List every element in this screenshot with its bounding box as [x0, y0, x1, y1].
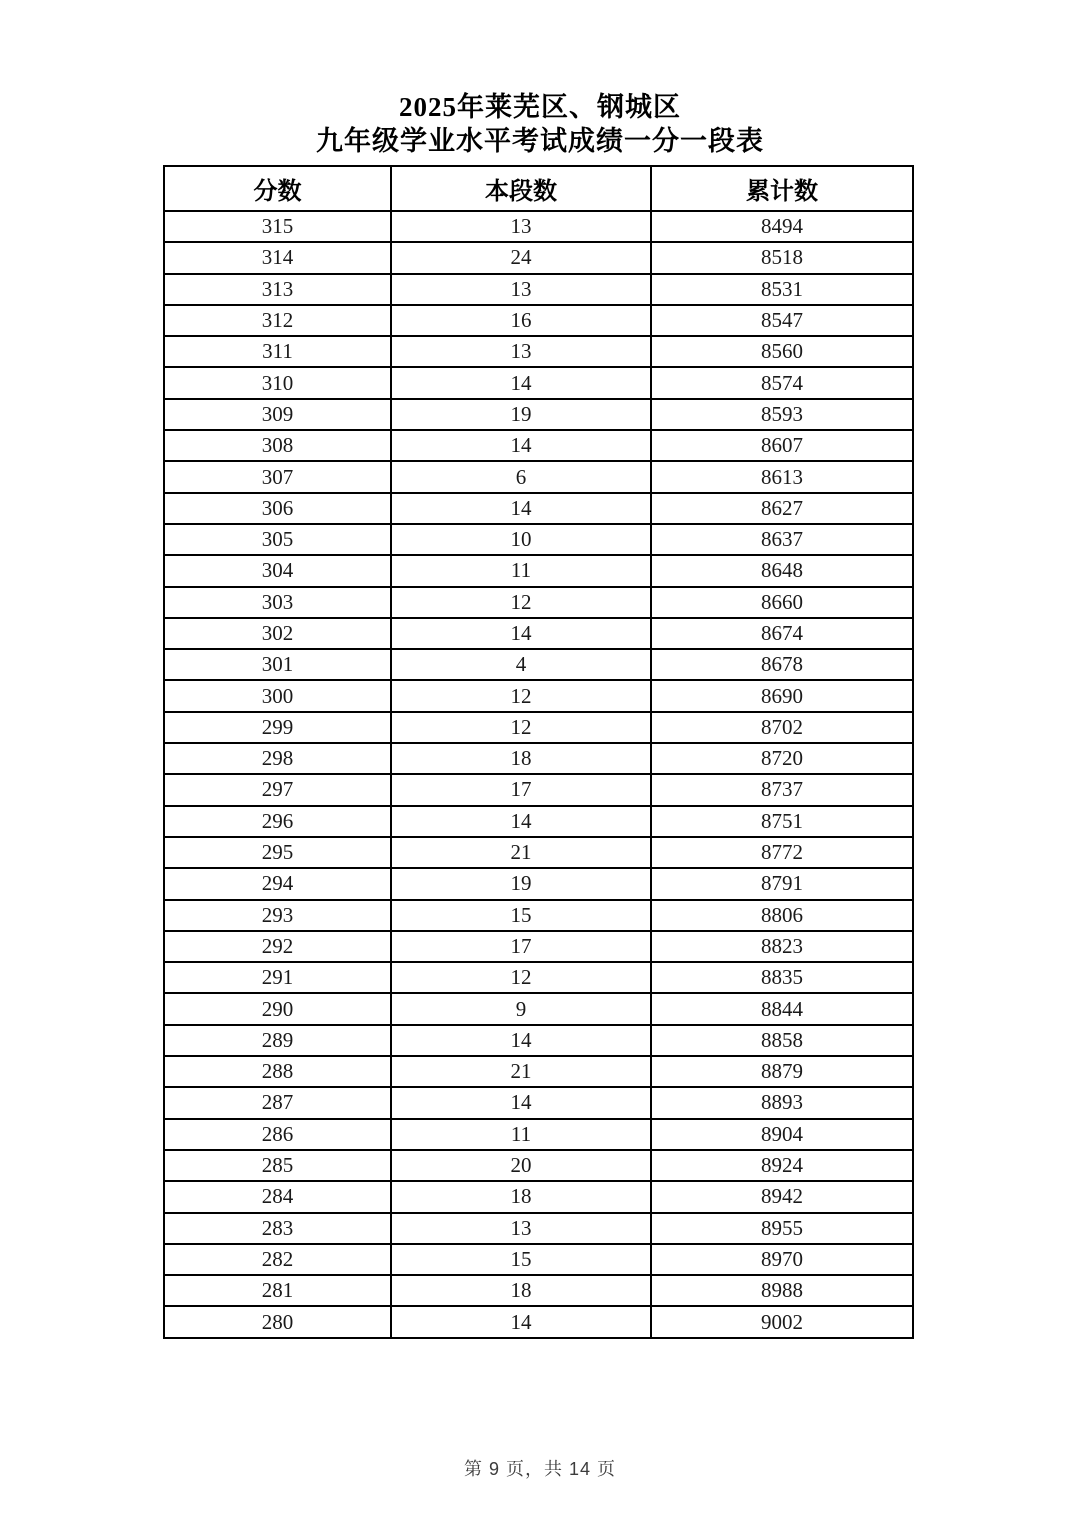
table-row: [164, 1213, 913, 1244]
table-cell: 284: [164, 1181, 391, 1212]
table-cell: 17: [391, 774, 651, 805]
table-cell: 8613: [651, 461, 913, 492]
table-cell: 19: [391, 868, 651, 899]
table-row: [164, 1306, 913, 1337]
table-cell: 8791: [651, 868, 913, 899]
table-cell: 8806: [651, 900, 913, 931]
table-cell: 8835: [651, 962, 913, 993]
table-cell: 309: [164, 399, 391, 430]
table-body: [164, 211, 913, 1338]
table-cell: 8678: [651, 649, 913, 680]
table-cell: 14: [391, 618, 651, 649]
table-cell: 12: [391, 962, 651, 993]
score-distribution-table: [163, 165, 914, 1339]
table-row: [164, 305, 913, 336]
table-cell: 8702: [651, 712, 913, 743]
table-cell: 308: [164, 430, 391, 461]
table-cell: 24: [391, 242, 651, 273]
table-cell: 8988: [651, 1275, 913, 1306]
table-cell: 18: [391, 1181, 651, 1212]
table-cell: 8751: [651, 806, 913, 837]
table-cell: 8560: [651, 336, 913, 367]
table-row: [164, 774, 913, 805]
table-cell: 8942: [651, 1181, 913, 1212]
table-cell: 8904: [651, 1119, 913, 1150]
table-cell: 288: [164, 1056, 391, 1087]
table-row: [164, 1087, 913, 1118]
table-cell: 8893: [651, 1087, 913, 1118]
table-cell: 11: [391, 1119, 651, 1150]
table-cell: 8494: [651, 211, 913, 242]
table-row: [164, 868, 913, 899]
table-cell: 305: [164, 524, 391, 555]
table-cell: 15: [391, 900, 651, 931]
table-row: [164, 993, 913, 1024]
table-cell: 8607: [651, 430, 913, 461]
table-row: [164, 931, 913, 962]
table-row: [164, 336, 913, 367]
table-cell: 311: [164, 336, 391, 367]
table-cell: 8690: [651, 680, 913, 711]
table-cell: 306: [164, 493, 391, 524]
table-cell: 14: [391, 1025, 651, 1056]
table-cell: 8879: [651, 1056, 913, 1087]
table-cell: 8674: [651, 618, 913, 649]
table-row: [164, 900, 913, 931]
table-cell: 13: [391, 274, 651, 305]
table-row: [164, 1119, 913, 1150]
table-row: [164, 587, 913, 618]
table-cell: 13: [391, 336, 651, 367]
table-cell: 297: [164, 774, 391, 805]
table-row: [164, 649, 913, 680]
table-cell: 14: [391, 367, 651, 398]
table-row: [164, 1181, 913, 1212]
table-cell: 298: [164, 743, 391, 774]
table-cell: 286: [164, 1119, 391, 1150]
table-cell: 8593: [651, 399, 913, 430]
table-cell: 289: [164, 1025, 391, 1056]
table-cell: 314: [164, 242, 391, 273]
page-number-indicator: 第 9 页，共 14 页: [463, 1459, 617, 1479]
table-cell: 8531: [651, 274, 913, 305]
table-cell: 21: [391, 837, 651, 868]
table-cell: 282: [164, 1244, 391, 1275]
title-line-1: 2025年莱芜区、钢城区: [399, 92, 681, 122]
column-header-score: 分数: [164, 166, 391, 211]
column-header-cumulative-count: 累计数: [651, 166, 913, 211]
table-cell: 8737: [651, 774, 913, 805]
table-row: [164, 242, 913, 273]
table-cell: 8574: [651, 367, 913, 398]
table-row: [164, 1150, 913, 1181]
table-cell: 8627: [651, 493, 913, 524]
table-row: [164, 680, 913, 711]
table-row: [164, 962, 913, 993]
table-row: [164, 493, 913, 524]
table-cell: 290: [164, 993, 391, 1024]
table-cell: 14: [391, 1306, 651, 1337]
table-header-row: [164, 166, 913, 211]
table-cell: 302: [164, 618, 391, 649]
table-cell: 8772: [651, 837, 913, 868]
document-title: [0, 90, 1080, 158]
table-cell: 295: [164, 837, 391, 868]
table-cell: 300: [164, 680, 391, 711]
column-header-segment-count: 本段数: [391, 166, 651, 211]
table-cell: 17: [391, 931, 651, 962]
table-row: [164, 461, 913, 492]
table-row: [164, 430, 913, 461]
table-cell: 20: [391, 1150, 651, 1181]
table-cell: 12: [391, 712, 651, 743]
table-cell: 13: [391, 211, 651, 242]
table-row: [164, 618, 913, 649]
table-row: [164, 524, 913, 555]
table-cell: 293: [164, 900, 391, 931]
table-row: [164, 1275, 913, 1306]
table-cell: 8970: [651, 1244, 913, 1275]
table-cell: 287: [164, 1087, 391, 1118]
table-cell: 312: [164, 305, 391, 336]
table-cell: 13: [391, 1213, 651, 1244]
table-cell: 296: [164, 806, 391, 837]
table-cell: 15: [391, 1244, 651, 1275]
table-cell: 14: [391, 493, 651, 524]
table-cell: 12: [391, 587, 651, 618]
table-cell: 8924: [651, 1150, 913, 1181]
table-cell: 8518: [651, 242, 913, 273]
table-cell: 12: [391, 680, 651, 711]
table-cell: 14: [391, 1087, 651, 1118]
table-row: [164, 1025, 913, 1056]
table-cell: 6: [391, 461, 651, 492]
table-row: [164, 712, 913, 743]
table-cell: 4: [391, 649, 651, 680]
table-cell: 9002: [651, 1306, 913, 1337]
table-cell: 303: [164, 587, 391, 618]
table-cell: 14: [391, 806, 651, 837]
table-cell: 313: [164, 274, 391, 305]
table-cell: 8648: [651, 555, 913, 586]
table-cell: 8823: [651, 931, 913, 962]
table-cell: 292: [164, 931, 391, 962]
table-cell: 280: [164, 1306, 391, 1337]
table-cell: 18: [391, 743, 651, 774]
title-line-2: 九年级学业水平考试成绩一分一段表: [316, 126, 764, 156]
table-cell: 8955: [651, 1213, 913, 1244]
table-cell: 8547: [651, 305, 913, 336]
table-cell: 307: [164, 461, 391, 492]
table-cell: 8858: [651, 1025, 913, 1056]
table-cell: 19: [391, 399, 651, 430]
table-cell: 310: [164, 367, 391, 398]
table-cell: 14: [391, 430, 651, 461]
table-cell: 8844: [651, 993, 913, 1024]
table-row: [164, 367, 913, 398]
table-cell: 283: [164, 1213, 391, 1244]
table-cell: 18: [391, 1275, 651, 1306]
table-row: [164, 1056, 913, 1087]
table-cell: 8720: [651, 743, 913, 774]
table-cell: 294: [164, 868, 391, 899]
table-cell: 10: [391, 524, 651, 555]
table-cell: 11: [391, 555, 651, 586]
table-cell: 281: [164, 1275, 391, 1306]
table-cell: 16: [391, 305, 651, 336]
table-row: [164, 743, 913, 774]
table-row: [164, 1244, 913, 1275]
table-cell: 21: [391, 1056, 651, 1087]
table-cell: 315: [164, 211, 391, 242]
table-cell: 285: [164, 1150, 391, 1181]
table-row: [164, 399, 913, 430]
table-cell: 291: [164, 962, 391, 993]
table-row: [164, 806, 913, 837]
table-cell: 304: [164, 555, 391, 586]
table-row: [164, 211, 913, 242]
table-cell: 299: [164, 712, 391, 743]
table-row: [164, 837, 913, 868]
table-cell: 301: [164, 649, 391, 680]
table-row: [164, 555, 913, 586]
table-row: [164, 274, 913, 305]
table-cell: 8660: [651, 587, 913, 618]
table-cell: 9: [391, 993, 651, 1024]
table-cell: 8637: [651, 524, 913, 555]
